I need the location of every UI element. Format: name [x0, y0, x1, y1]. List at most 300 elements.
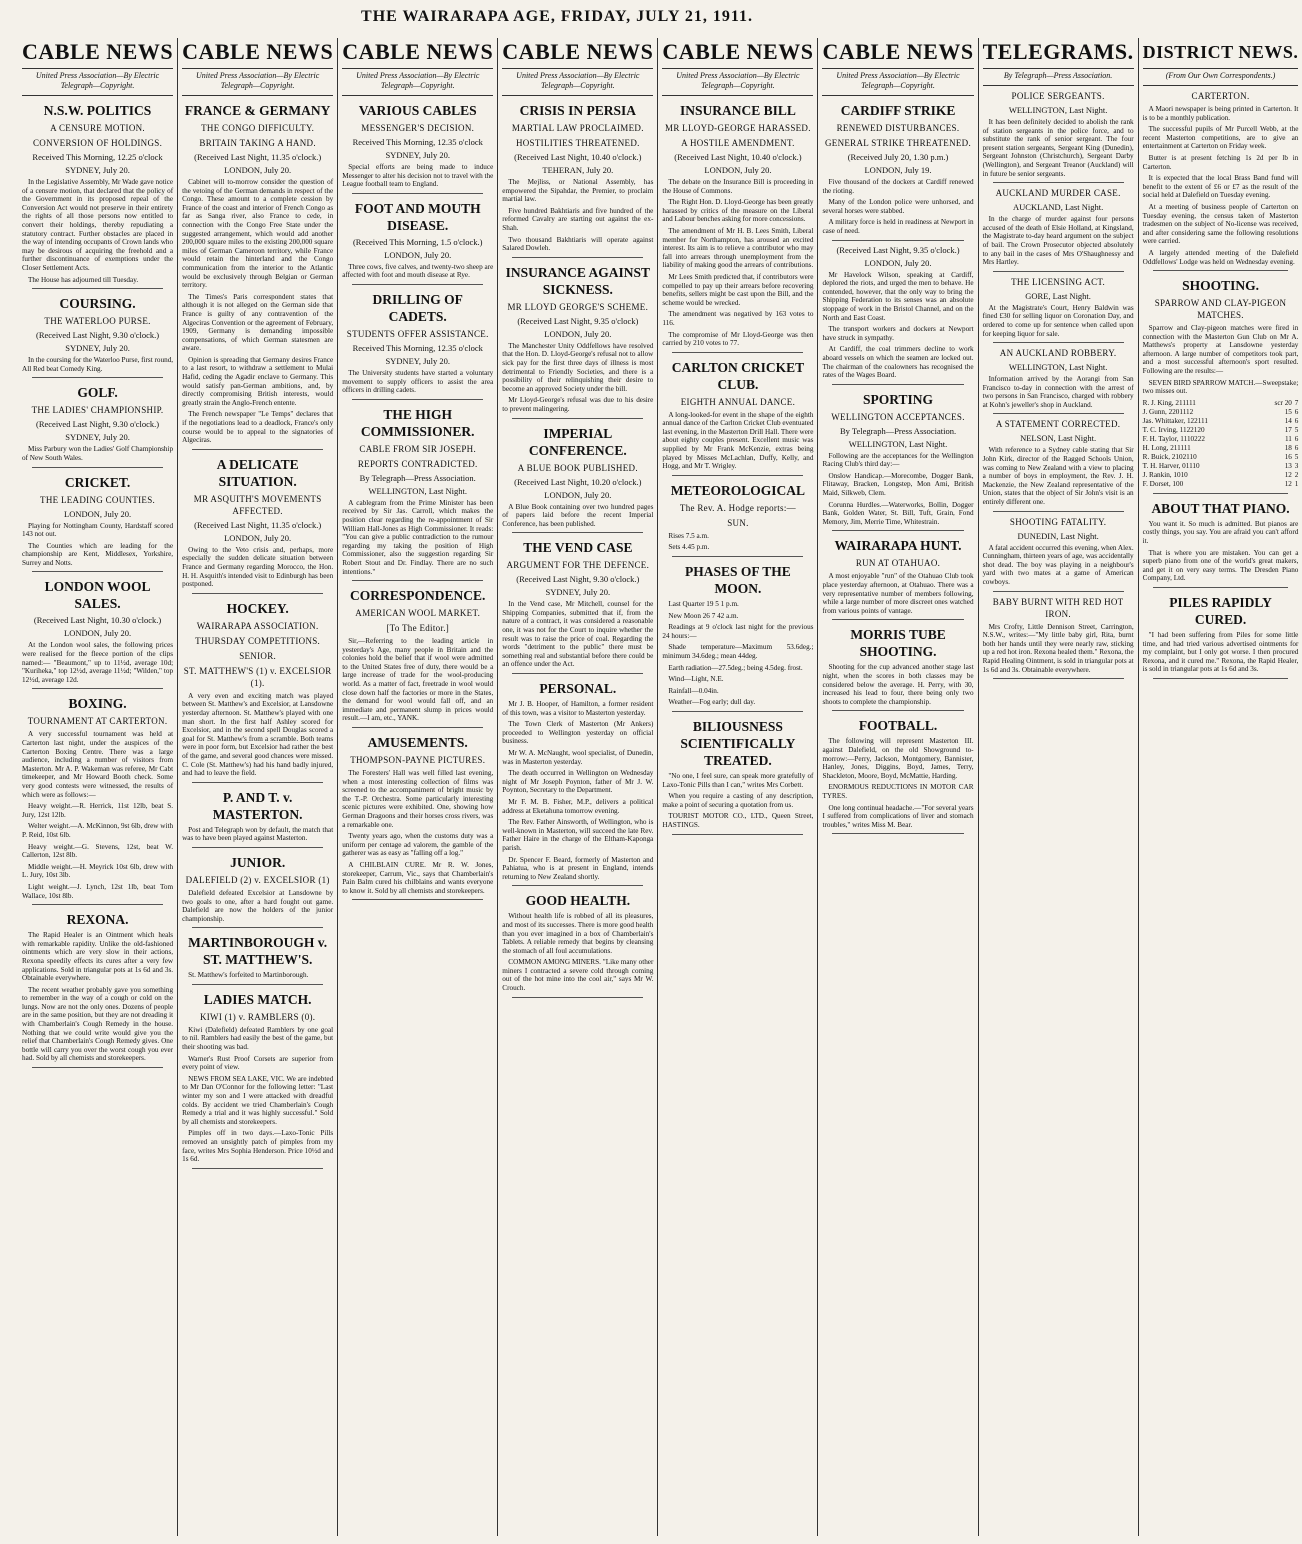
table-cell: scr 20 [1274, 398, 1292, 407]
dateline: TEHERAN, July 20. [542, 165, 614, 175]
received-line: (Received Last Night, 9.35 o'clock.) [836, 244, 960, 255]
section-subtitle: HOSTILITIES THREATENED. [515, 138, 640, 148]
article-paragraph: Five thousand of the dockers at Cardiff renewed the rioting. [822, 178, 974, 195]
section-divider [32, 688, 163, 689]
section-divider [32, 1067, 163, 1068]
rule [342, 95, 493, 96]
column-header: CABLE NEWS [182, 38, 333, 69]
dateline: LONDON, July 20. [224, 532, 292, 543]
column-credit: United Press Association—By Electric Telegraph—Copyright. [356, 71, 480, 90]
article-paragraph: Post and Telegraph won by default, the match that was to have been played against Masterton. [182, 825, 334, 843]
article-paragraph: In the charge of murder against four persons accused of the death of Elsie Holland, at Kingsland, the Magistrate to-day heard argument on the subject of bail. The Crown Prosecutor objected absolutely to any bail in the cases of Mrs O'Shaughnessy and Mrs Hartley. [982, 215, 1134, 267]
section-subtitle: SPARROW AND CLAY-PIGEON MATCHES. [1154, 298, 1287, 321]
section-title: REXONA. [66, 912, 129, 928]
section-title: SHOOTING. [1182, 278, 1259, 294]
table-cell: 13 [1284, 461, 1292, 470]
section-title: CORRESPONDENCE. [350, 588, 486, 604]
section-title: ABOUT THAT PIANO. [1151, 500, 1290, 516]
section-divider [672, 834, 803, 835]
table-row [1143, 408, 1299, 417]
dateline: LONDON, July 20. [64, 508, 132, 519]
column-credit: United Press Association—By Electric Telegraph—Copyright. [676, 71, 800, 90]
column-header: CABLE NEWS [662, 38, 813, 69]
dateline: WELLINGTON, Last Night. [1008, 362, 1108, 373]
article-paragraph: Rainfall—0.04in. [668, 686, 719, 695]
article-paragraph: The Rapid Healer is an Ointment which heals with remarkable rapidity. Unlike the old-fashioned ointments which are very slow in their actions, Rexona speedily effects its cures after a very few applications. Sold in triangular pots at 1s 6d and 3s. Obtainable everywhere. [22, 931, 174, 983]
table-row [1143, 462, 1299, 471]
section-title: METEOROLOGICAL [670, 482, 806, 498]
section-divider [192, 984, 323, 985]
article-paragraph: The Rev. Father Ainsworth, of Wellington, who is well-known in Masterton, will succeed the late Rev. Father Haire in the charge of the Eltham-Kaponga parish. [502, 818, 654, 852]
table-cell: 1 [1294, 479, 1299, 488]
news-column [337, 38, 497, 1536]
section-title: A DELICATE SITUATION. [216, 456, 299, 489]
table-cell: R. Buick, 2102110 [1142, 452, 1197, 461]
article-paragraph: Shooting for the cup advanced another stage last night, when the scores in both classes may be considered below the average. H. Perry, with 30, increased his lead to four, there being only two shoots to complete the championship. [822, 663, 974, 706]
article-paragraph: Mrs Crofty, Little Dennison Street, Carrington, N.S.W., writes:—"My little baby girl, Rita, burnt both her hands until they were nearly raw, sticking up a red hot iron. Rexona healed them." Rexona, the Rapid Healing Ointment, is sold in triangular pots at 1s 6d and 3s. Obtainable everywhere. [982, 622, 1134, 674]
article-paragraph: In the Legislative Assembly, Mr Wade gave notice of a censure motion, that declared that the policy of the Government in its proposed repeal of the Conversion Act would not preserve in their entirety the rights of all those persons now entitled to convert their holdings, thereby repudiating a statutory contract. Further obstacles are placed in the way of intending occupants of Crown lands who may be desirous of acquiring the freehold and a further discontinuance of exemptions under the Closer Settlement Acts. [22, 178, 174, 272]
received-line: (Received Last Night, 10.40 o'clock.) [514, 152, 642, 162]
table-cell: 5 [1294, 425, 1299, 434]
section-divider [832, 384, 963, 385]
section-title: BOXING. [68, 696, 127, 712]
received-line: Received This Morning, 12.35 o'clock [352, 137, 483, 147]
article-paragraph: Two thousand Bakhtiaris will operate against Salared Dowleh. [502, 235, 654, 253]
section-subtitle: CARTERTON. [1191, 91, 1250, 101]
table-cell: 12 [1284, 470, 1292, 479]
article-paragraph: Heavy weight.—G. Stevens, 12st, beat W. Callerton, 12st 8lb. [22, 842, 174, 860]
article-paragraph: At the London wool sales, the following prices were realised for the fleece portion of the clips named:— "Beaumont," up to 11½d, average 10d; "Kuriheka," top 12½d, average 11½d; "Wilden," top 12½d, average 12d. [22, 641, 174, 684]
article-paragraph: The following will represent Masterton III. against Dalefield, on the old Showground to-morrow:—Perry, Jackson, Montgomery, Bannister, Hanley, Jones, Diggins, Boyd, James, Terry, Shackleton, Moore, Boyd, McMattie, Harding. [822, 737, 974, 780]
dateline: SYDNEY, July 20. [385, 355, 450, 366]
article-paragraph: The Town Clerk of Masterton (Mr Ankers) proceeded to Wellington yesterday on official business. [502, 720, 654, 746]
section-divider [993, 511, 1124, 512]
received-line: (Received Last Night, 9.30 o'clock.) [36, 330, 160, 341]
section-divider [832, 833, 963, 834]
table-row [1143, 435, 1299, 444]
section-subtitle: DALEFIELD (2) v. EXCELSIOR (1) [185, 874, 330, 885]
dateline: SYDNEY, July 20. [65, 343, 130, 354]
section-divider [352, 284, 483, 285]
section-subtitle: MESSENGER'S DECISION. [361, 123, 475, 133]
rule [983, 85, 1134, 86]
received-line: (Received Last Night, 9.35 o'clock) [517, 315, 639, 326]
table-cell: J. Rankin, 1010 [1142, 470, 1188, 479]
column-credit: By Telegraph—Press Association. [1003, 71, 1113, 80]
section-divider [512, 673, 643, 674]
article-paragraph: Twenty years ago, when the customs duty was a uniform per centage ad valorem, the gamble of the gatherer was as easy as "falling off a log." [342, 832, 494, 858]
section-divider [672, 556, 803, 557]
article-paragraph: Special efforts are being made to induce Messenger to alter his decision not to travel with the League football team to England. [342, 163, 494, 189]
section-title: FOOT AND MOUTH DISEASE. [354, 200, 481, 233]
section-subtitle: KIWI (1) v. RAMBLERS (0). [199, 1011, 316, 1022]
section-subtitle: SHOOTING FATALITY. [1009, 516, 1107, 527]
article-paragraph: One long continual headache.—"For several years I suffered from complications of liver and stomach troubles," writes Miss M. Bear. [822, 803, 974, 829]
article-paragraph: Information arrived by the Aorangi from San Francisco to-day in connection with the arrest of two persons in San Francisco, charged with robbery at Kohn's jeweller's shop in Auckland. [982, 375, 1134, 409]
section-title: THE VEND CASE [523, 540, 633, 556]
article-paragraph: Warner's Rust Proof Corsets are superior from every point of view. [182, 1054, 334, 1072]
section-subtitle: THE LEADING COUNTIES. [40, 494, 156, 505]
section-title: THE HIGH COMMISSIONER. [360, 406, 475, 439]
section-divider [352, 899, 483, 900]
section-divider [832, 530, 963, 531]
section-subtitle: ST. MATTHEW'S (1) v. EXCELSIOR (1). [183, 665, 332, 688]
article-paragraph: Mr Lloyd-George's refusal was due to his desire to prevent malingering. [502, 396, 654, 413]
section-title: CRISIS IN PERSIA [519, 103, 636, 118]
received-line: Received This Morning, 12.35 o'clock [352, 342, 483, 353]
section-title: MORRIS TUBE SHOOTING. [850, 627, 946, 660]
section-subtitle: SENIOR. [239, 650, 277, 661]
section-subtitle: MR LLOYD GEORGE'S SCHEME. [507, 301, 649, 312]
section-divider [192, 1168, 323, 1169]
section-subtitle: THURSDAY COMPETITIONS. [195, 635, 321, 646]
section-title: MARTINBOROUGH v. ST. MATTHEW'S. [188, 935, 328, 968]
article-paragraph: When you require a casting of any description, make a point of securing a quotation from us. [662, 792, 814, 809]
section-divider [832, 710, 963, 711]
section-title: LADIES MATCH. [203, 991, 312, 1007]
dateline: SYDNEY, July 20. [385, 150, 450, 160]
section-divider [512, 885, 643, 886]
article-paragraph: A military force is held in readiness at Newport in case of need. [822, 218, 974, 235]
article-paragraph: SEVEN BIRD SPARROW MATCH.—Sweepstake; two misses out. [1142, 378, 1299, 396]
table-cell: 6 [1294, 407, 1299, 416]
section-title: AMUSEMENTS. [367, 735, 468, 751]
column-header: DISTRICT NEWS. [1143, 38, 1299, 69]
article-paragraph: TOURIST MOTOR CO., LTD., Queen Street, HASTINGS. [662, 812, 814, 829]
table-cell: 12 [1284, 479, 1292, 488]
table-cell: F. H. Taylor, 1110222 [1142, 434, 1205, 443]
article-paragraph: In the coursing for the Waterloo Purse, first round, All Red beat Comedy King. [22, 356, 174, 373]
table-row [1143, 426, 1299, 435]
article-paragraph: A largely attended meeting of the Dalefield Oddfellows' Lodge was held on Wednesday evening. [1142, 248, 1299, 266]
column-header: TELEGRAMS. [983, 38, 1134, 69]
section-divider [672, 475, 803, 476]
section-subtitle: A BLUE BOOK PUBLISHED. [517, 462, 638, 473]
section-title: JUNIOR. [230, 854, 286, 870]
column-credit: United Press Association—By Electric Telegraph—Copyright. [516, 71, 640, 90]
section-subtitle: THE CONGO DIFFICULTY. [201, 123, 315, 133]
section-divider [832, 240, 963, 241]
news-column [657, 38, 817, 1536]
received-line: (Received This Morning, 1.5 o'clock.) [352, 236, 483, 247]
section-divider [32, 904, 163, 905]
received-line: (Received Last Night, 10.40 o'clock.) [674, 152, 802, 162]
newspaper-columns [18, 38, 1299, 1536]
article-paragraph: Weather—Fog early; dull day. [668, 698, 756, 707]
column-header: CABLE NEWS [342, 38, 493, 69]
article-paragraph: The compromise of Mr Lloyd-George was then carried by 210 votes to 77. [662, 330, 814, 348]
article-paragraph: Sparrow and Clay-pigeon matches were fired in connection with the Masterton Gun Club on Mr A. Matthews's property at Lansdowne yesterday afternoon. A large number of competitors took part, and a most successful afternoon's sport resulted. Following are the results:— [1142, 324, 1299, 376]
article-paragraph: "No one, I feel sure, can speak more gratefully of Laxo-Tonic Pills than I can," writes Mrs Corbett. [662, 771, 814, 789]
article-paragraph: A very successful tournament was held at Carterton last night, under the auspices of the Carterton Boxing Centre. There was a large audience, including a number of visitors from Masterton. Mr A. P. Wakeman was referee, Mr Cabt timekeeper, and Mr Howard Booth check. Some very good contests were witnessed, the results of which were as follows:— [22, 730, 174, 799]
article-paragraph: Onslow Handicap.—Morecombe, Dogger Bank, Flitaway, Bracken, Longstep, Mon Ami, British Maid, Silkweb, Clem. [822, 471, 974, 498]
table-cell: 11 [1284, 434, 1292, 443]
table-cell: T. H. Harver, 01110 [1142, 461, 1200, 470]
dateline: WELLINGTON, Last Night. [368, 485, 467, 496]
article-paragraph: At Cardiff, the coal trimmers decline to work aboard vessels on which the seamen are locked out. The chairman of the coalowners has recognised the rates of the Wages Board. [822, 345, 974, 380]
rule [182, 95, 333, 96]
article-paragraph: The House has adjourned till Tuesday. [28, 275, 139, 284]
received-line: (Received Last Night, 9.30 o'clock.) [36, 419, 160, 430]
article-paragraph: Earth radiation—27.5deg.; being 4.5deg. frost. [668, 663, 803, 672]
table-cell: H. Long, 211111 [1142, 443, 1191, 452]
table-cell: 15 [1284, 407, 1292, 416]
section-title: VARIOUS CABLES [358, 103, 477, 118]
table-cell: 3 [1294, 461, 1299, 470]
article-paragraph: Wind—Light, N.E. [668, 675, 724, 684]
table-row [1143, 471, 1299, 480]
column-header: CABLE NEWS [502, 38, 653, 69]
section-subtitle: ARGUMENT FOR THE DEFENCE. [506, 560, 650, 571]
table-cell: T. C. Irving, 1122120 [1142, 425, 1205, 434]
article-paragraph: The Times's Paris correspondent states that although it is not alleged on the German side that France is guilty of any contravention of the Algeciras Convention or the agreement of February, 1909, Germany is demanding impossible compensations, of which German statesmen are aware. [182, 292, 334, 353]
article-paragraph: St. Matthew's forfeited to Martinborough. [188, 971, 309, 980]
section-divider [993, 591, 1124, 592]
section-divider [512, 418, 643, 419]
article-paragraph: Miss Parbury won the Ladies' Golf Championship of New South Wales. [22, 445, 174, 462]
section-subtitle: RUN AT OTAHUAO. [855, 558, 941, 569]
article-paragraph: Following are the acceptances for the Wellington Racing Club's third day:— [822, 451, 974, 469]
section-subtitle: SUN. [727, 517, 749, 528]
section-subtitle: MR LLOYD-GEORGE HARASSED. [665, 123, 811, 133]
news-column [18, 38, 177, 1536]
column-credit: (From Our Own Correspondents.) [1165, 71, 1276, 80]
article-paragraph: The recent weather probably gave you something to remember in the way of a cough or cold on the lungs. Now are not the only ones. Dozens of people are in the same position, but they are not dreading it with Chamberlain's Cough Remedy in the house. Nothing that we could write would give you the relief that Chamberlain's Cough Remedy gives. One bottle will carry you over the worst cough you ever had. Sold by all chemists and storekeepers. [22, 985, 174, 1063]
section-divider [1153, 678, 1289, 679]
section-divider [512, 997, 643, 998]
section-title: CARLTON CRICKET CLUB. [671, 359, 805, 392]
table-row [1143, 417, 1299, 426]
article-paragraph: The successful pupils of Mr Purcell Webb, at the recent Masterton competitions, are to give an entertainment at Carterton on Friday week. [1142, 125, 1299, 151]
article-paragraph: The amendment was negatived by 163 votes to 116. [662, 310, 814, 327]
article-paragraph: Light weight.—J. Lynch, 12st 1lb, beat Tom Wallace, 10st 8lb. [22, 882, 174, 900]
article-paragraph: At a meeting of business people of Carterton on Tuesday evening, the census taken of Masterton tradesmen on the subject of No-license was received, and after considering same the following resolutions were carried. [1142, 202, 1299, 246]
section-title: INSURANCE BILL [679, 103, 796, 118]
article-paragraph: Sets 4.45 p.m. [668, 543, 710, 552]
article-paragraph: Pimples off in two days.—Laxo-Tonic Pills removed an unsightly patch of pimples from my face, writes Mrs Sophia Henderson. Price 10½d and 1s 6d. [182, 1129, 334, 1164]
dateline: DUNEDIN, Last Night. [1017, 530, 1099, 541]
article-paragraph: Owing to the Veto crisis and, perhaps, more especially the sudden delicate situation between France and Germany regarding Morocco, the Hon. H. H. Asquith's intended visit to Edinburgh has been postponed. [182, 545, 334, 589]
article-paragraph: Dalefield defeated Excelsior at Lansdowne by two goals to one, after a hard fought out game. Dalefield are now the holders of the junior championship. [182, 888, 334, 923]
section-divider [32, 467, 163, 468]
article-paragraph: A CHILBLAIN CURE. Mr R. W. Jones, storekeeper, Carrum, Vic., says that Chamberlain's Pain Balm cured his chilblains and wants everyone to know it. Sold by all chemists and storekeepers. [342, 860, 494, 895]
article-paragraph: The French newspaper "Le Temps" declares that if the negotiations lead to a deadlock, France's only course would be to appeal to the signatories of Algeciras. [182, 410, 334, 445]
section-divider [1153, 493, 1289, 494]
section-divider [1153, 270, 1289, 271]
received-line: (Received Last Night, 9.30 o'clock.) [516, 574, 640, 585]
column-credit: United Press Association—By Electric Telegraph—Copyright. [35, 71, 160, 90]
results-table [1143, 399, 1299, 489]
article-paragraph: A Blue Book containing over two hundred pages of papers laid before the recent Imperial Conference, has been published. [502, 502, 654, 528]
dateline: LONDON, July 20. [544, 328, 612, 339]
section-title: PERSONAL. [539, 681, 617, 697]
table-row [1143, 444, 1299, 453]
article-paragraph: A fatal accident occurred this evening, when Alex. Cunningham, thirteen years of age, was accidentally shot dead. The boy was playing in a neighbour's yard with two mates at a game of American cowboys. [982, 543, 1134, 586]
column-credit: United Press Association—By Electric Telegraph—Copyright. [195, 71, 320, 90]
section-divider [192, 782, 323, 783]
section-divider [352, 193, 483, 194]
section-subtitle: POLICE SERGEANTS. [1011, 91, 1105, 101]
section-title: CARDIFF STRIKE [840, 103, 956, 118]
article-paragraph: The Counties which are leading for the championship are Kent, Middlesex, Yorkshire, Surrey and Notts. [22, 541, 174, 567]
table-cell: 7 [1294, 398, 1299, 407]
table-row [1143, 399, 1299, 408]
section-divider [352, 399, 483, 400]
article-paragraph: The Right Hon. D. Lloyd-George has been greatly harassed by critics of the measure on the Liberal and Labour benches asking for more concessions. [662, 198, 814, 224]
table-cell: 16 [1284, 452, 1292, 461]
article-paragraph: A long-looked-for event in the shape of the eighth annual dance of the Carlton Cricket Club eventuated last evening, in the Masterton Drill Hall. There were about eighty couples present. Excellent music was supplied by Mr Frank McKenzie, extras being played by Misses McLachlan, Duffy, Kelly, and Hogg, and Mr T. Wrigley. [662, 410, 814, 471]
received-line: By Telegraph—Press Association. [839, 425, 957, 436]
article-paragraph: Shade temperature—Maximum 53.6deg.; minimum 34.6deg.; mean 44deg. [662, 643, 814, 660]
article-paragraph: The Foresters' Hall was well filled last evening, when a most interesting collection of films was screened to the accompaniment of bright music by the T.-P. Orchestra. Some particularly interesting scenic pictures were exhibited. One, showing how German Dragoons and their horses cross rivers, was a remarkable one. [342, 769, 494, 829]
section-subtitle: A CENSURE MOTION. [50, 123, 145, 133]
section-divider [192, 847, 323, 848]
section-divider [672, 352, 803, 353]
news-column [177, 38, 337, 1536]
dateline: SYDNEY, July 20. [65, 165, 130, 175]
article-paragraph: Mr J. B. Hooper, of Hamilton, a former resident of this town, was a visitor to Masterton yesterday. [502, 700, 654, 717]
received-line: By Telegraph—Press Association. [359, 472, 476, 483]
rule [22, 95, 173, 96]
table-cell: 6 [1294, 416, 1299, 425]
article-paragraph: "I had been suffering from Piles for some little time, and had tried various advertised ointments for my complaint, but I only got worse. I then procured Rexona, and it cured me." Rexona, the Rapid Healer, is sold in triangular pots at 1s 6d and 3s. [1142, 631, 1299, 674]
received-line: (Received Last Night, 11.35 o'clock.) [194, 152, 322, 162]
section-divider [993, 271, 1124, 272]
table-cell: 17 [1284, 425, 1292, 434]
news-column [497, 38, 657, 1536]
section-subtitle: THE WATERLOO PURSE. [44, 316, 151, 327]
section-subtitle: The Rev. A. Hodge reports:— [679, 502, 796, 513]
table-cell: 6 [1294, 443, 1299, 452]
article-paragraph: The death occurred in Wellington on Wednesday night of Mr Joseph Poynton, father of Mr J. W. Poynton, Secretary to the Department. [502, 769, 654, 795]
section-subtitle: THE LADIES' CHAMPIONSHIP. [31, 405, 164, 416]
section-subtitle: CABLE FROM SIR JOSEPH. [359, 443, 477, 454]
column-header: CABLE NEWS [22, 38, 173, 69]
section-subtitle: BRITAIN TAKING A HAND. [199, 138, 316, 148]
table-cell: 5 [1294, 452, 1299, 461]
article-paragraph: New Moon 26 7 42 a.m. [668, 611, 739, 620]
column-credit: United Press Association—By Electric Telegraph—Copyright. [836, 71, 960, 90]
article-paragraph: Mr Lees Smith predicted that, if contributors were compelled to pay up their arrears before recovering benefits, sellers might be cast upon the Bill, and the scheme would be wrecked. [662, 272, 814, 307]
article-paragraph: NEWS FROM SEA LAKE, VIC. We are indebted to Mr Dan O'Connor for the following letter: "Last winter my son and I were attacked with dreadful colds. By accident we tried Chamberlain's Cough Remedy a trial and it was highly successful." Sold by all chemists and storekeepers. [182, 1074, 334, 1126]
section-subtitle: RENEWED DISTURBANCES. [836, 123, 960, 133]
section-title: PILES RAPIDLY CURED. [1169, 595, 1272, 627]
dateline: GORE, Last Night. [1025, 290, 1091, 301]
received-line: (Received Last Night, 10.30 o'clock.) [33, 615, 162, 626]
article-paragraph: Mr F. M. B. Fisher, M.P., delivers a political address at Eketahuna tomorrow evening. [502, 797, 654, 815]
dateline: LONDON, July 19. [864, 165, 932, 175]
masthead: THE WAIRARAPA AGE, FRIDAY, JULY 21, 1911. [361, 8, 753, 25]
section-title: GOOD HEALTH. [525, 893, 631, 909]
section-subtitle: BABY BURNT WITH RED HOT IRON. [992, 596, 1124, 619]
article-paragraph: That is where you are mistaken. You can get a superb piano from one of the world's great makers, and get it on very easy terms. The Dresden Piano Company, Ltd. [1142, 548, 1299, 583]
article-paragraph: Without health life is robbed of all its pleasures, and most of its successes. There is more good health than you ever imagined in a box of Chamberlain's Tablets. A reliable remedy that begins by cleansing the stomach of all foul accumulations. [502, 912, 654, 955]
section-divider [512, 532, 643, 533]
section-title: CRICKET. [64, 474, 131, 490]
section-subtitle: AMERICAN WOOL MARKET. [355, 608, 481, 619]
article-paragraph: Opinion is spreading that Germany desires France to a last resort, to withdraw a settlement to Mulai Hafid, ceding the Agadir enclave to Germany. This would satisfy pan-German ambitions, and, by directly compromising British interests, would greatly strain the Anglo-French entente. [182, 355, 334, 407]
article-paragraph: ENORMOUS REDUCTIONS IN MOTOR CAR TYRES. [822, 783, 974, 800]
section-title: SPORTING [862, 391, 934, 407]
table-cell: 6 [1294, 434, 1299, 443]
dateline: NELSON, Last Night. [1020, 433, 1097, 444]
section-subtitle: AN AUCKLAND ROBBERY. [999, 348, 1117, 359]
news-column [978, 38, 1138, 1536]
dateline: LONDON, July 20. [864, 257, 932, 268]
section-divider [672, 711, 803, 712]
dateline: LONDON, July 20. [64, 628, 132, 639]
table-cell: R. J. King, 211111 [1142, 398, 1196, 407]
article-paragraph: Sir,—Referring to the leading article in yesterday's Age, many people in Britain and the colonies hold the belief that if wool were admitted to the United States free of duty, there would be a large increase of trade for the wool-producing world. As a matter of fact, freetrade in wool would close down half the factories or more in the States, the demand for wool would fall off, and an immediate and permanent slump in prices would result.—I am, etc., YANK. [342, 637, 494, 723]
section-divider [192, 593, 323, 594]
article-paragraph: Middle weight.—H. Meyrick 10st 6lb, drew with L. Jury, 10st 3lb. [22, 862, 174, 880]
article-paragraph: The debate on the Insurance Bill is proceeding in the House of Commons. [662, 178, 814, 195]
section-subtitle: THOMPSON-PAYNE PICTURES. [350, 755, 486, 766]
section-title: LONDON WOOL SALES. [44, 579, 151, 612]
article-paragraph: The University students have started a voluntary movement to supply officers to assist the area officers in drilling cadets. [342, 368, 494, 395]
article-paragraph: Many of the London police were unhorsed, and several horses were stabbed. [822, 198, 974, 215]
article-paragraph: Butter is at present fetching 1s 2d per lb in Carterton. [1142, 153, 1299, 171]
section-subtitle: A STATEMENT CORRECTED. [995, 419, 1121, 430]
table-cell: Jas. Whittaker, 122111 [1142, 416, 1208, 425]
received-line: (Received July 20, 1.30 p.m.) [847, 152, 949, 162]
section-subtitle: TOURNAMENT AT CARTERTON. [27, 716, 168, 727]
section-subtitle: STUDENTS OFFER ASSISTANCE. [346, 328, 489, 339]
section-divider [32, 377, 163, 378]
dateline: SYDNEY, July 20. [545, 587, 611, 598]
article-paragraph: You want it. So much is admitted. But pianos are costly things, you say. You are afraid you can't afford it. [1142, 519, 1299, 546]
article-paragraph: Rises 7.5 a.m. [668, 531, 709, 540]
section-subtitle: THE LICENSING ACT. [1011, 276, 1106, 287]
dateline: LONDON, July 20. [704, 165, 772, 175]
section-title: COURSING. [59, 296, 136, 312]
section-title: FOOTBALL. [858, 718, 938, 734]
article-paragraph: Readings at 9 o'clock last night for the previous 24 hours:— [662, 623, 814, 640]
section-subtitle: MARTIAL LAW PROCLAIMED. [511, 123, 644, 133]
dateline: LONDON, July 20. [544, 489, 612, 500]
section-title: GOLF. [77, 385, 118, 401]
article-paragraph: In the Vend case, Mr Mitchell, counsel for the Shipping Companies, submitted that if, from the nature of a contract, it was considered a reasonable one, it was not for the Court to inquire whether the result was to raise the price of coal. Regarding the words "detriment to the public" there must be something real and substantial before there could be an offence under the Act. [502, 600, 654, 669]
section-title: WAIRARAPA HUNT. [834, 538, 962, 554]
section-divider [352, 580, 483, 581]
dateline: AUCKLAND, Last Night. [1013, 202, 1104, 213]
article-paragraph: At the Magistrate's Court, Henry Baldwin was fined £30 for selling liquor on Coronation Day, and ordered to come up for sentence when called upon for keeping liquor for sale. [982, 303, 1134, 338]
article-paragraph: Corunna Hurdles.—Waterworks, Bollin, Dogger Bank, Golden Water, St. Bill, Tuft, Grain, Fond Memory, Jim, Merrie Time, Whitestrain. [822, 500, 974, 526]
article-paragraph: It is expected that the local Brass Band fund will benefit to the extent of £6 or £7 as the result of the social held at Dalefield on Tuesday evening. [1142, 174, 1299, 200]
article-paragraph: Playing for Nottingham County, Hardstaff scored 143 not out. [22, 521, 174, 539]
article-paragraph: It has been definitely decided to abolish the rank of station sergeants in the police force, and to substitute the rank of senior sergeant. The four present station sergeants, Sergeant King (Dunedin), Sergeant Johnston (Christchurch), Sergeant Darby (Wellington), and Sergeant Treanor (Auckland) will in future be senior sergeants. [982, 118, 1134, 178]
section-subtitle: MR ASQUITH'S MOVEMENTS AFFECTED. [193, 493, 322, 516]
received-line: Received This Morning, 12.25 o'clock [32, 152, 163, 162]
rule [822, 95, 973, 96]
dateline: WELLINGTON, Last Night. [1008, 105, 1108, 115]
section-divider [32, 288, 163, 289]
table-cell: J. Gunn, 2201112 [1142, 407, 1194, 416]
article-paragraph: Five hundred Bakhtiaris and five hundred of the reformed Cavalry are starting out against the ex-Shah. [502, 206, 654, 232]
table-row [1143, 453, 1299, 462]
section-divider [993, 342, 1124, 343]
rule [502, 95, 653, 96]
section-title: HOCKEY. [226, 600, 289, 616]
article-paragraph: Mr Havelock Wilson, speaking at Cardiff, deplored the riots, and urged the men to behave. He contended, however, that the only way to bring the Shipping Federation to its senses was an absolute stoppage of work in the Bristol Channel, and on the North and East Coast. [822, 270, 974, 322]
section-subtitle: EIGHTH ANNUAL DANCE. [680, 396, 796, 407]
dateline: LONDON, July 20. [384, 249, 452, 260]
article-paragraph: COMMON AMONG MINERS. "Like many other miners I contracted a severe cold through coming out of the hot mine into the cool air," says Mr W. Crouch. [502, 958, 654, 993]
news-column [1138, 38, 1302, 1536]
section-divider [993, 678, 1124, 679]
section-divider [192, 449, 323, 450]
article-paragraph: Three cows, five calves, and twenty-two sheep are affected with foot and mouth disease at Rye. [342, 262, 494, 280]
